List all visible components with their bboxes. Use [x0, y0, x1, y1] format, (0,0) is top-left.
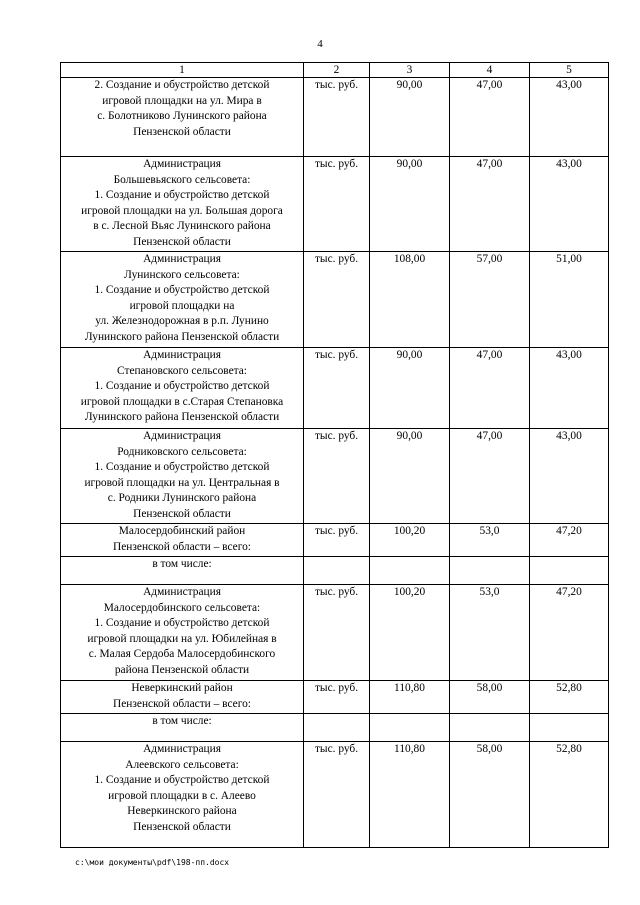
- file-path-footer: c:\мои документы\pdf\198-пп.docx: [75, 858, 230, 867]
- row-name: Администрация Алеевского сельсовета: 1. Создание и обустройство детской игровой площадки в с. Алеево Неверкинского района Пензенской области: [61, 742, 304, 848]
- row-value-col5: [530, 557, 609, 585]
- row-name: Неверкинский район Пензенской области – всего:: [61, 681, 304, 714]
- table-row: [61, 742, 609, 848]
- row-value-col4: 47,00: [450, 429, 530, 524]
- table-row-subtotal: [61, 524, 609, 557]
- row-unit: тыс. руб.: [304, 681, 370, 714]
- table-row-subtotal: [61, 681, 609, 714]
- row-unit: тыс. руб.: [304, 78, 370, 157]
- row-unit: [304, 557, 370, 585]
- row-value-col5: 47,20: [530, 524, 609, 557]
- header-cell-4: 4: [450, 63, 530, 78]
- table-row: [61, 157, 609, 252]
- row-value-total: 90,00: [370, 429, 450, 524]
- table-row: [61, 252, 609, 348]
- row-unit: тыс. руб.: [304, 429, 370, 524]
- row-value-total: 90,00: [370, 78, 450, 157]
- row-value-col4: 47,00: [450, 78, 530, 157]
- page-number: 4: [317, 38, 323, 50]
- row-value-col5: 52,80: [530, 742, 609, 848]
- row-value-col4: 57,00: [450, 252, 530, 348]
- header-cell-2: 2: [304, 63, 370, 78]
- row-value-col5: 43,00: [530, 348, 609, 429]
- table-row-including: [61, 557, 609, 585]
- row-name: Малосердобинский район Пензенской области – всего:: [61, 524, 304, 557]
- row-name: в том числе:: [61, 557, 304, 585]
- row-unit: тыс. руб.: [304, 742, 370, 848]
- row-value-col5: [530, 714, 609, 742]
- row-value-total: [370, 557, 450, 585]
- row-name: Администрация Большевьяского сельсовета: 1. Создание и обустройство детской игровой площадки на ул. Большая дорога в с. Лесной Вьяс Лунинского района Пензенской области: [61, 157, 304, 252]
- row-value-col4: [450, 557, 530, 585]
- row-name: Администрация Лунинского сельсовета: 1. Создание и обустройство детской игровой площадки на ул. Железнодорожная в р.п. Лунино Лунинского района Пензенской области: [61, 252, 304, 348]
- row-value-col5: 47,20: [530, 585, 609, 681]
- row-value-col5: 52,80: [530, 681, 609, 714]
- row-unit: тыс. руб.: [304, 585, 370, 681]
- row-value-total: 90,00: [370, 348, 450, 429]
- row-name: 2. Создание и обустройство детской игровой площадки на ул. Мира в с. Болотниково Лунинского района Пензенской области: [61, 78, 304, 157]
- budget-table: [60, 62, 609, 848]
- row-value-col5: 43,00: [530, 78, 609, 157]
- header-cell-5: 5: [530, 63, 609, 78]
- table-row: [61, 78, 609, 157]
- row-name: Администрация Малосердобинского сельсовета: 1. Создание и обустройство детской игровой площадки на ул. Юбилейная в с. Малая Сердоба Малосердобинского района Пензенской области: [61, 585, 304, 681]
- row-unit: тыс. руб.: [304, 157, 370, 252]
- row-name: Администрация Родниковского сельсовета: 1. Создание и обустройство детской игровой площадки на ул. Центральная в с. Родники Лунинского района Пензенской области: [61, 429, 304, 524]
- row-unit: тыс. руб.: [304, 524, 370, 557]
- table-header-row: [61, 63, 609, 78]
- row-value-total: 108,00: [370, 252, 450, 348]
- table-row: [61, 348, 609, 429]
- row-value-col5: 51,00: [530, 252, 609, 348]
- header-cell-1: 1: [61, 63, 304, 78]
- row-value-total: 110,80: [370, 681, 450, 714]
- table-row: [61, 585, 609, 681]
- row-value-col4: 58,00: [450, 681, 530, 714]
- row-value-col4: 47,00: [450, 348, 530, 429]
- row-value-col4: 47,00: [450, 157, 530, 252]
- row-value-col5: 43,00: [530, 157, 609, 252]
- row-value-col4: [450, 714, 530, 742]
- table-row-including: [61, 714, 609, 742]
- row-value-col4: 53,0: [450, 524, 530, 557]
- row-unit: тыс. руб.: [304, 348, 370, 429]
- row-name: Администрация Степановского сельсовета: 1. Создание и обустройство детской игровой площадки в с.Старая Степановка Лунинского района Пензенской области: [61, 348, 304, 429]
- row-value-total: 90,00: [370, 157, 450, 252]
- row-value-col4: 53,0: [450, 585, 530, 681]
- row-value-total: 100,20: [370, 524, 450, 557]
- row-value-col4: 58,00: [450, 742, 530, 848]
- row-value-total: 100,20: [370, 585, 450, 681]
- row-value-total: [370, 714, 450, 742]
- row-value-col5: 43,00: [530, 429, 609, 524]
- row-value-total: 110,80: [370, 742, 450, 848]
- row-unit: тыс. руб.: [304, 252, 370, 348]
- row-unit: [304, 714, 370, 742]
- table-row: [61, 429, 609, 524]
- header-cell-3: 3: [370, 63, 450, 78]
- row-name: в том числе:: [61, 714, 304, 742]
